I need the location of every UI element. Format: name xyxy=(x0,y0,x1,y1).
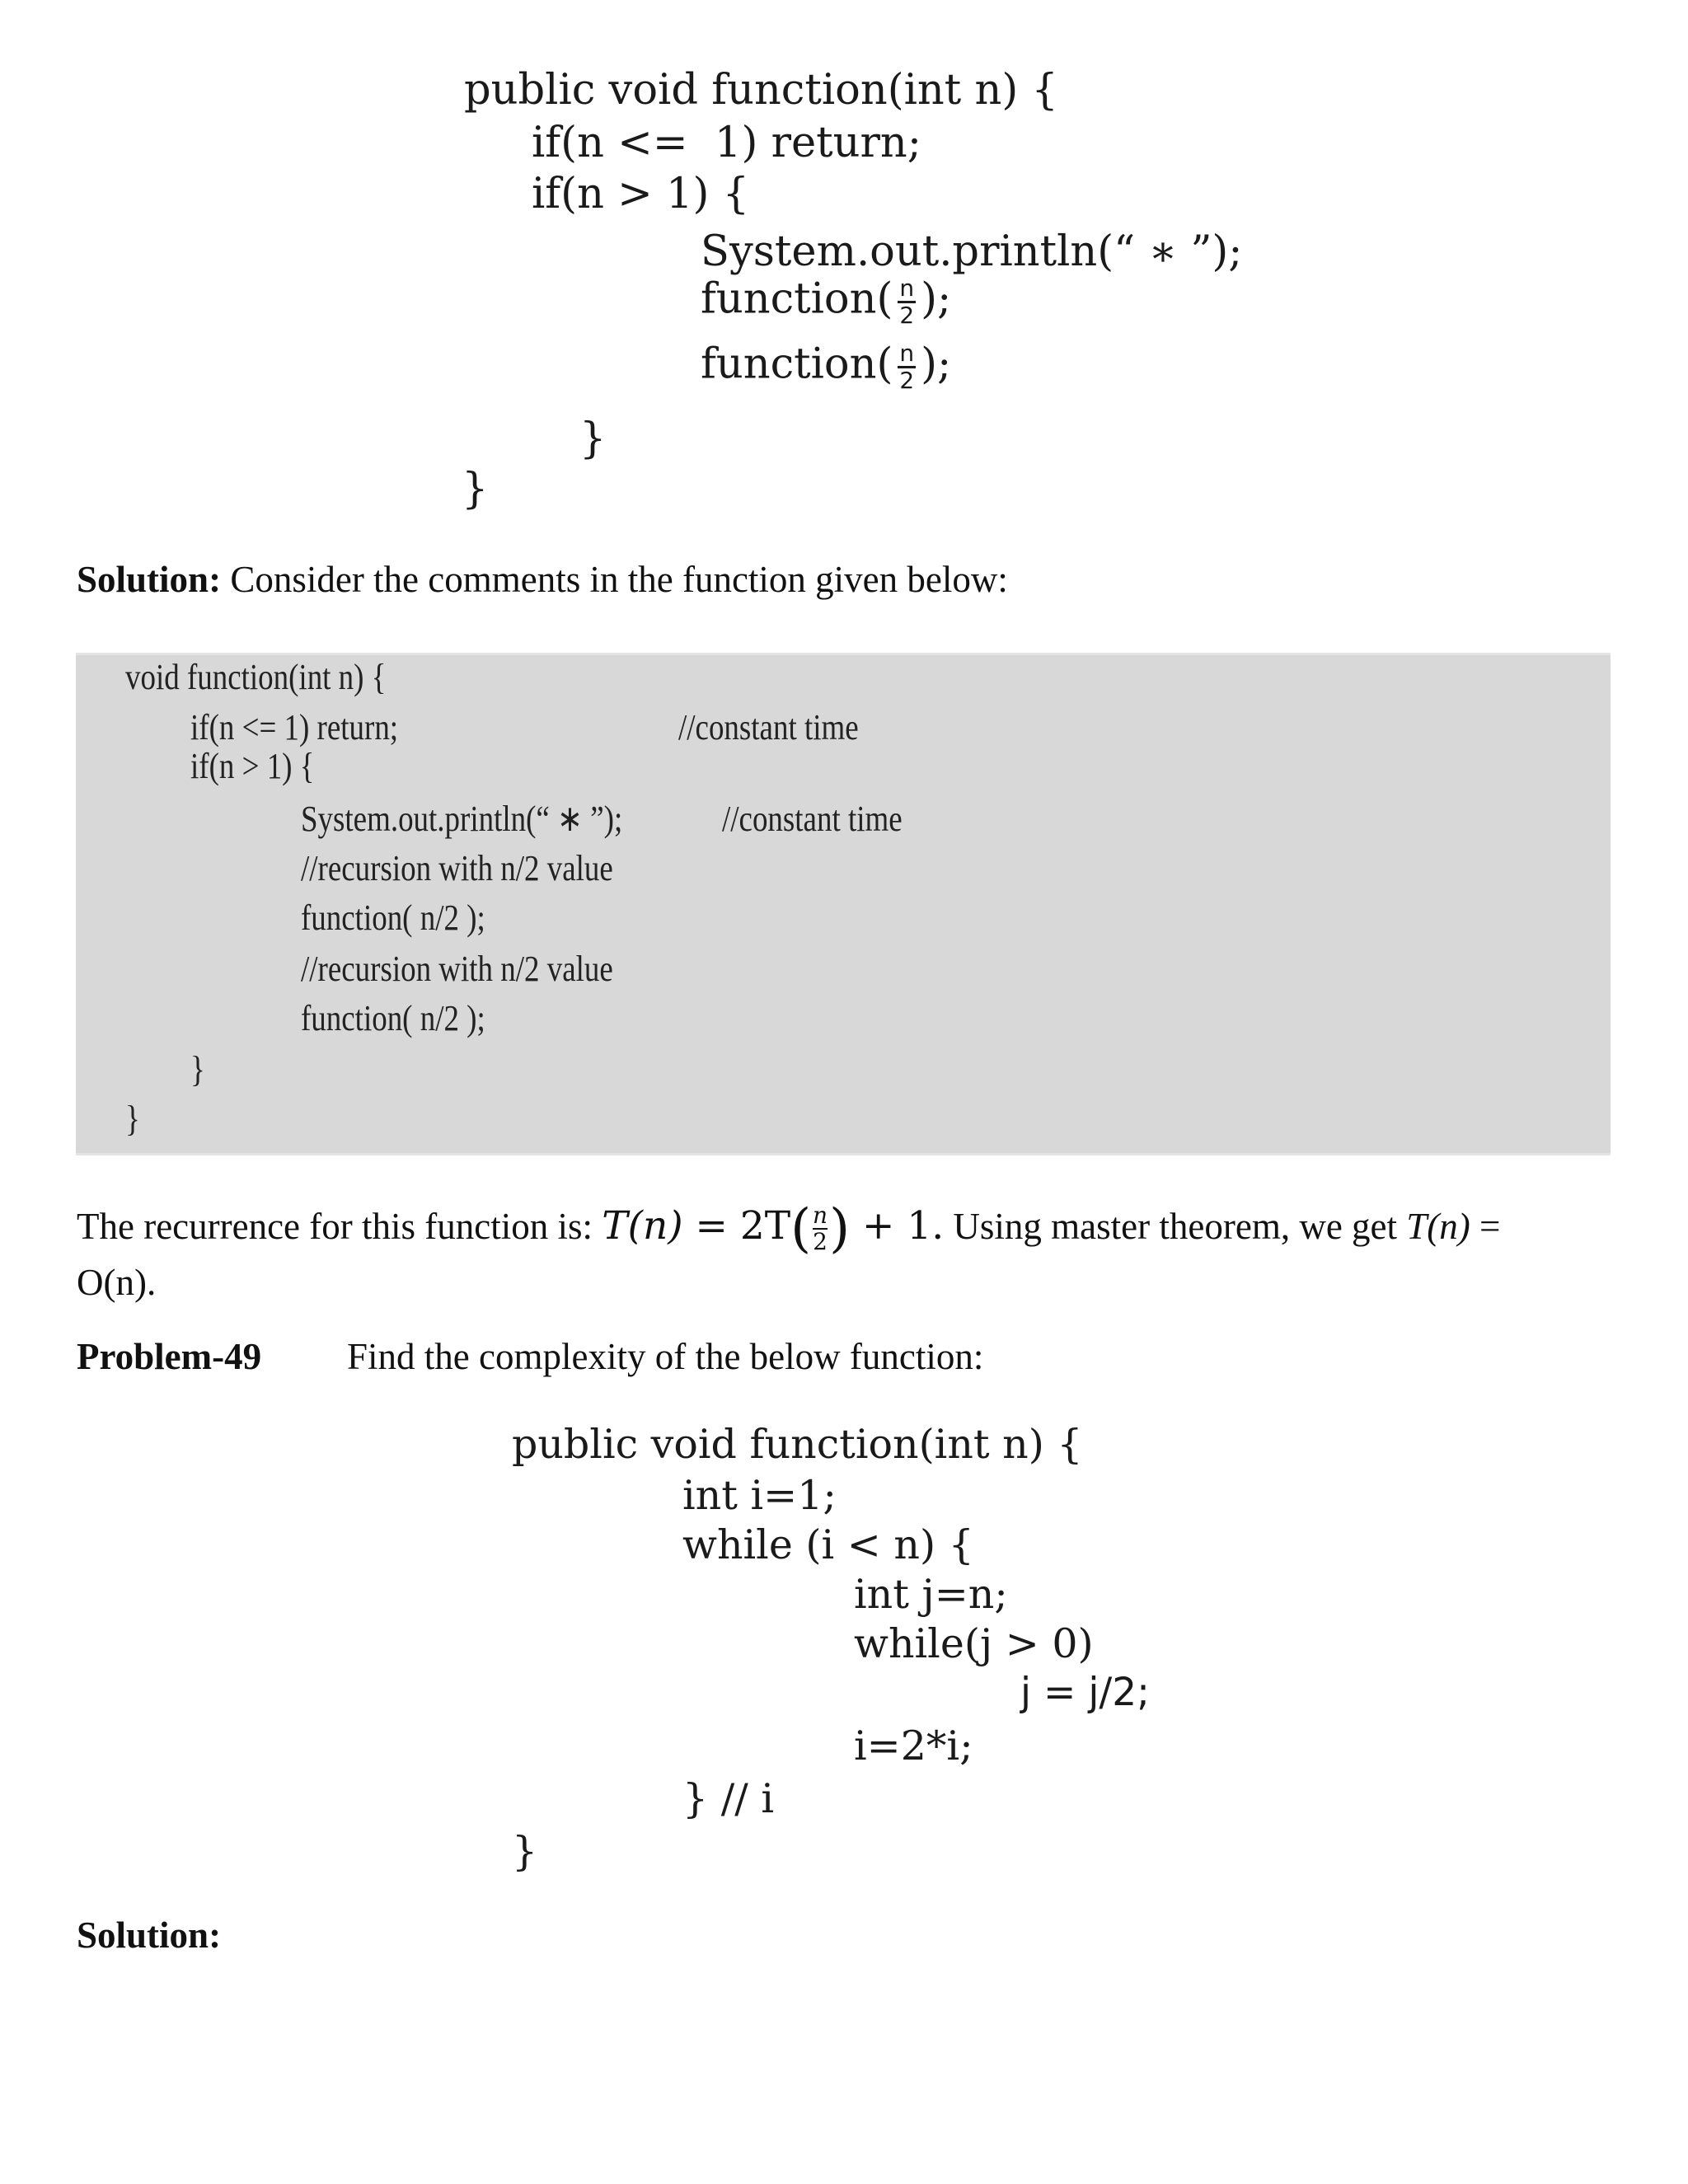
solution2-label: Solution: xyxy=(77,1915,222,1956)
fraction-denominator: 2 xyxy=(899,302,915,329)
box-comment-recursion-2: //recursion with n/2 value xyxy=(301,949,613,989)
box-code-if-block: if(n > 1) { xyxy=(190,746,315,786)
formula-eq: = 2T xyxy=(682,1203,791,1249)
recurrence-formula xyxy=(602,1198,945,1259)
code-line-if-return: if(n <= 1) return; xyxy=(532,119,921,167)
box-code-signature: void function(int n) { xyxy=(125,657,387,697)
problem-label: Problem-49 xyxy=(77,1336,262,1377)
code-close-brace-inner: } xyxy=(579,415,607,463)
code-line-println: System.out.println(“ ∗ ”); xyxy=(701,227,1243,276)
problem-text: Find the complexity of the below function: xyxy=(347,1336,984,1377)
fraction-denominator: 2 xyxy=(899,367,915,394)
code2-close-while: } // i xyxy=(682,1775,775,1822)
solution-paragraph xyxy=(77,558,1008,601)
formula-fraction-numerator: n xyxy=(813,1202,828,1229)
box-code-if-return: if(n <= 1) return; xyxy=(190,707,399,748)
call-suffix: ); xyxy=(921,340,952,389)
code-line-recursive-call-1 xyxy=(701,276,951,328)
code-line-if-block: if(n > 1) { xyxy=(532,170,750,218)
fraction-n-over-2 xyxy=(898,276,916,328)
solution-label: Solution: xyxy=(77,559,222,600)
result-eq: = xyxy=(1470,1206,1501,1247)
call-suffix: ); xyxy=(921,274,952,324)
box-close-brace-outer: } xyxy=(125,1099,140,1139)
formula-fraction xyxy=(813,1203,828,1254)
box-code-println: System.out.println(“ ∗ ”); xyxy=(301,799,623,839)
call-prefix: function( xyxy=(701,274,893,324)
solution-text: Consider the comments in the function given below: xyxy=(230,559,1008,600)
recurrence-middle: Using master theorem, we get xyxy=(944,1206,1407,1247)
fraction-numerator: n xyxy=(899,340,915,367)
recurrence-result: O(n). xyxy=(77,1262,157,1303)
recurrence-sentence xyxy=(77,1193,1500,1259)
result-lhs: T(n) xyxy=(1406,1206,1470,1247)
box-comment-constant-time-1: //constant time xyxy=(678,707,859,748)
box-code-recursive-call-1: function( n/2 ); xyxy=(301,898,485,938)
fraction-numerator: n xyxy=(899,274,915,302)
fraction-n-over-2 xyxy=(898,341,916,393)
code2-double-i: i=2*i; xyxy=(854,1722,973,1769)
code2-signature: public void function(int n) { xyxy=(512,1421,1083,1468)
formula-fraction-denominator: 2 xyxy=(813,1228,828,1255)
code2-init-i: int i=1; xyxy=(682,1472,837,1519)
code2-init-j: int j=n; xyxy=(854,1571,1008,1618)
call-prefix: function( xyxy=(701,340,893,389)
code-close-brace-outer: } xyxy=(462,465,489,513)
code2-halve-j: j = j/2; xyxy=(1020,1670,1150,1715)
box-close-brace-inner: } xyxy=(190,1049,205,1090)
code2-while-inner: while(j > 0) xyxy=(854,1620,1094,1667)
box-comment-recursion-1: //recursion with n/2 value xyxy=(301,848,613,888)
code-line-recursive-call-2 xyxy=(701,341,951,393)
formula-lhs: T(n) xyxy=(602,1203,683,1249)
recurrence-intro: The recurrence for this function is: xyxy=(77,1206,603,1247)
code-line-signature: public void function(int n) { xyxy=(464,66,1058,115)
formula-plus: + 1. xyxy=(850,1203,945,1249)
paren-open: ( xyxy=(790,1198,812,1259)
box-code-recursive-call-2: function( n/2 ); xyxy=(301,998,485,1038)
code2-close-function: } xyxy=(512,1828,538,1875)
paren-close: ) xyxy=(829,1198,851,1259)
box-comment-constant-time-2: //constant time xyxy=(722,799,903,839)
code2-while-outer: while (i < n) { xyxy=(682,1521,974,1568)
